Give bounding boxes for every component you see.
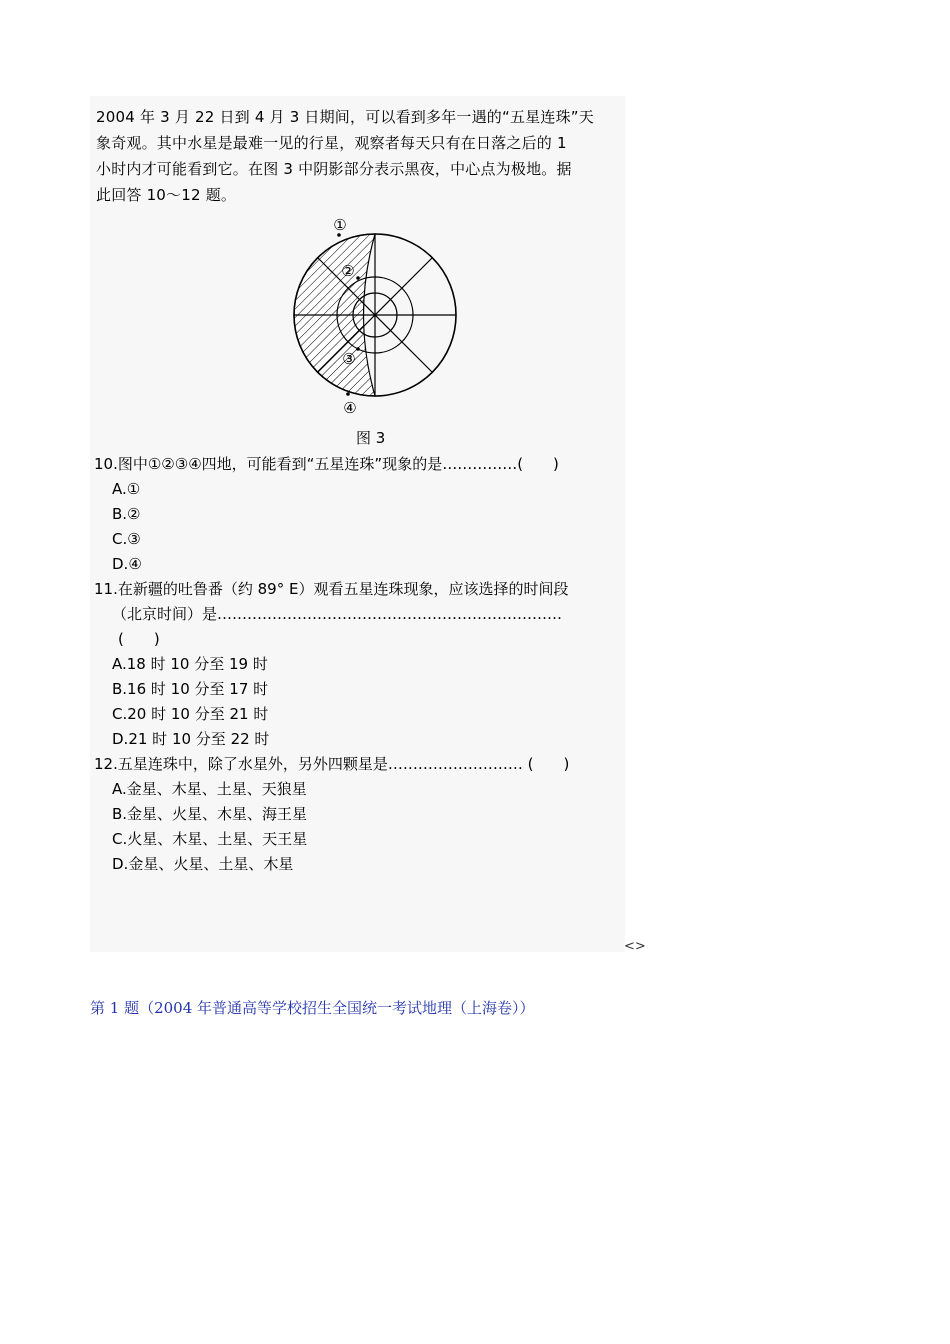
option-12-b: B.金星、火星、木星、海王星 xyxy=(112,805,308,823)
question-12-stem: 12.五星连珠中，除了水星外，另外四颗星是……………………… ( ) xyxy=(94,755,570,773)
option-12-d: D.金星、火星、土星、木星 xyxy=(112,855,294,873)
intro-line: 象奇观。其中水星是最难一见的行星，观察者每天只有在日落之后的 1 xyxy=(96,134,567,152)
option-12-c: C.火星、木星、土星、天王星 xyxy=(112,830,308,848)
option-10-a: A.① xyxy=(112,480,141,498)
option-11-a: A.18 时 10 分至 19 时 xyxy=(112,655,268,673)
intro-paragraph xyxy=(96,104,622,208)
pagination-arrows[interactable]: <> xyxy=(624,939,646,954)
polar-day-night-diagram xyxy=(290,212,460,422)
option-11-b: B.16 时 10 分至 17 时 xyxy=(112,680,269,698)
option-10-c: C.③ xyxy=(112,530,141,548)
intro-line: 小时内才可能看到它。在图 3 中阴影部分表示黑夜，中心点为极地。据 xyxy=(96,160,572,178)
question-10-stem: 10.图中①②③④四地，可能看到“五星连珠”现象的是……………( ) xyxy=(94,455,559,473)
option-10-d: D.④ xyxy=(112,555,142,573)
location-label-1: ① xyxy=(333,216,347,234)
option-11-d: D.21 时 10 分至 22 时 xyxy=(112,730,270,748)
option-10-b: B.② xyxy=(112,505,141,523)
option-12-a: A.金星、木星、土星、天狼星 xyxy=(112,780,307,798)
location-dot xyxy=(346,392,350,396)
intro-line: 2004 年 3 月 22 日到 4 月 3 日期间，可以看到多年一遇的“五星连珠”天 xyxy=(96,108,594,126)
location-label-4: ④ xyxy=(343,399,357,417)
location-label-3: ③ xyxy=(342,350,356,368)
question-source-link[interactable]: 第 1 题（2004 年普通高等学校招生全国统一考试地理（上海卷）） xyxy=(90,999,535,1017)
location-label-2: ② xyxy=(341,262,355,280)
location-dot xyxy=(356,347,360,351)
intro-line: 此回答 10～12 题。 xyxy=(96,186,237,204)
question-11-stem-cont: （北京时间）是…………………………………………………………… xyxy=(112,605,563,623)
question-11-stem: 11.在新疆的吐鲁番（约 89° E）观看五星连珠现象，应该选择的时间段 xyxy=(94,580,569,598)
figure-caption: 图 3 xyxy=(356,429,386,447)
option-11-c: C.20 时 10 分至 21 时 xyxy=(112,705,269,723)
question-11-answer-paren: ( ) xyxy=(118,630,160,648)
location-dot xyxy=(356,276,360,280)
